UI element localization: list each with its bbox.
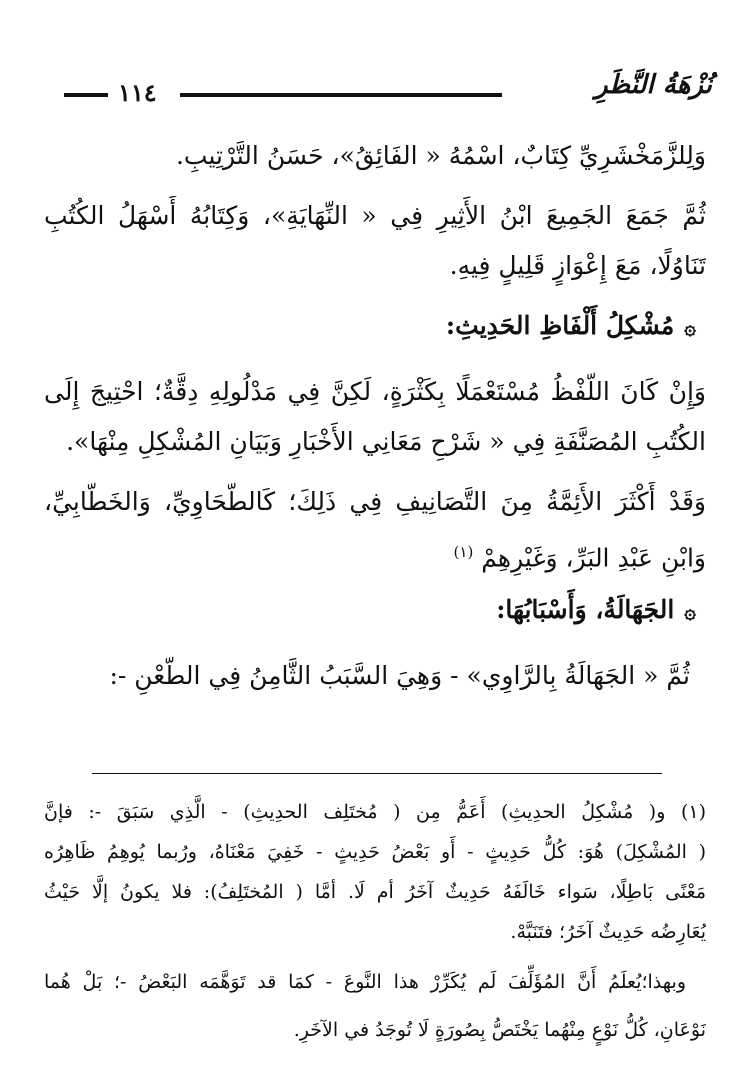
body-line-8: ثُمَّ « الجَهَالَةُ بِالرَّاوِي» - وَهِيَ السَّبَبُ الثَّامِنُ فِي الطَّعْنِ -: — [109, 661, 690, 690]
page-number: ١١٤ — [118, 78, 157, 107]
flower-bullet-icon: ۞ — [684, 315, 696, 339]
section-heading-mushkil — [446, 306, 696, 347]
body-line-5: الكُتُبِ المُصَنَّفَةِ فِي « شَرْحِ مَعَانِي الأَخْبَارِ وَبَيَانِ المُشْكِلِ مِنْهَا». — [66, 427, 706, 456]
section-heading-jahala — [496, 590, 696, 631]
footnote-marker: (١) — [453, 543, 474, 561]
page-header — [40, 70, 712, 120]
body-line-7 — [44, 532, 706, 578]
body-line-1: وَلِلزَّمَخْشَرِيِّ كِتَابٌ، اسْمُهُ « الفَائِقُ»، حَسَنُ التَّرْتِيبِ. — [175, 141, 706, 170]
header-dash — [64, 93, 108, 97]
footnote-separator — [92, 773, 662, 774]
flower-bullet-icon: ۞ — [684, 599, 696, 623]
footnote-line-6: نَوْعَانِ، كُلُّ نَوْعٍ مِنْهُما يَخْتَصُّ بِصُورَةٍ لَا تُوجَدُ في الآخَرِ. — [293, 1019, 706, 1041]
body-line-6: وَقَدْ أَكْثَرَ الأَئِمَّةُ مِنَ التَّصَانِيفِ فِي ذَلِكَ؛ كَالطَّحَاوِيِّ، وَالخَطَّابِيِّ، — [44, 487, 706, 516]
book-title: نُزْهَةُ النَّظَرِ — [595, 70, 712, 100]
footnote-line-1: (١) و( مُشْكِلُ الحدِيثِ) أَعَمُّ مِن ( مُختَلِف الحدِيثِ) - الَّذِي سَبَقَ -: فإنَّ — [44, 801, 706, 823]
body-line-4: وَإِنْ كَانَ اللَّفْظُ مُسْتَعْمَلًا بِكَثْرَةٍ، لَكِنَّ فِي مَدْلُولِهِ دِقَّةٌ؛ احْتِيجَ إِلَى — [44, 377, 706, 406]
heading-text: مُشْكِلُ أَلْفَاظِ الحَدِيثِ: — [445, 311, 675, 340]
footnote-line-2: ( المُشْكِلَ) هُوَ: كُلُّ حَدِيثٍ - أَو بَعْضُ حَدِيثٍ - خَفِيَ مَعْنَاهُ، ورُبما يُوهِمُ ظَاهِرُه — [44, 841, 706, 863]
body-line-7-text: وَابْنِ عَبْدِ البَرِّ، وَغَيْرِهِمْ — [481, 543, 706, 573]
footnote-line-3: مَعْنًى بَاطِلًا، سَواء خَالَفَهُ حَدِيثٌ آخَرُ أم لَا. أمَّا ( المُختَلِفُ): فلا يكونُ إلَّا حَيْثُ — [44, 881, 706, 903]
header-rule — [180, 93, 502, 97]
body-line-2: ثُمَّ جَمَعَ الجَمِيعَ ابْنُ الأَثِيرِ فِي « النِّهَايَةِ»، وَكِتَابُهُ أَسْهَلُ الكُتُبِ — [44, 201, 706, 230]
body-line-3: تَنَاوُلًا، مَعَ إِعْوَازٍ قَلِيلٍ فِيهِ. — [449, 251, 706, 280]
heading-text: الجَهَالَةُ، وَأَسْبَابُهَا: — [496, 595, 675, 624]
footnote-line-4: يُعَارِضُه حَدِيثٌ آخَرُ؛ فتَنَبَّهْ. — [510, 921, 706, 943]
footnote-line-5: وبهذا؛يُعلَمُ أَنَّ المُؤَلِّفَ لَم يُكَرِّرْ هذا النَّوعَ - كمَا قد تَوَهَّمَه البَعْضُ -؛ بَلْ هُما — [44, 971, 686, 993]
